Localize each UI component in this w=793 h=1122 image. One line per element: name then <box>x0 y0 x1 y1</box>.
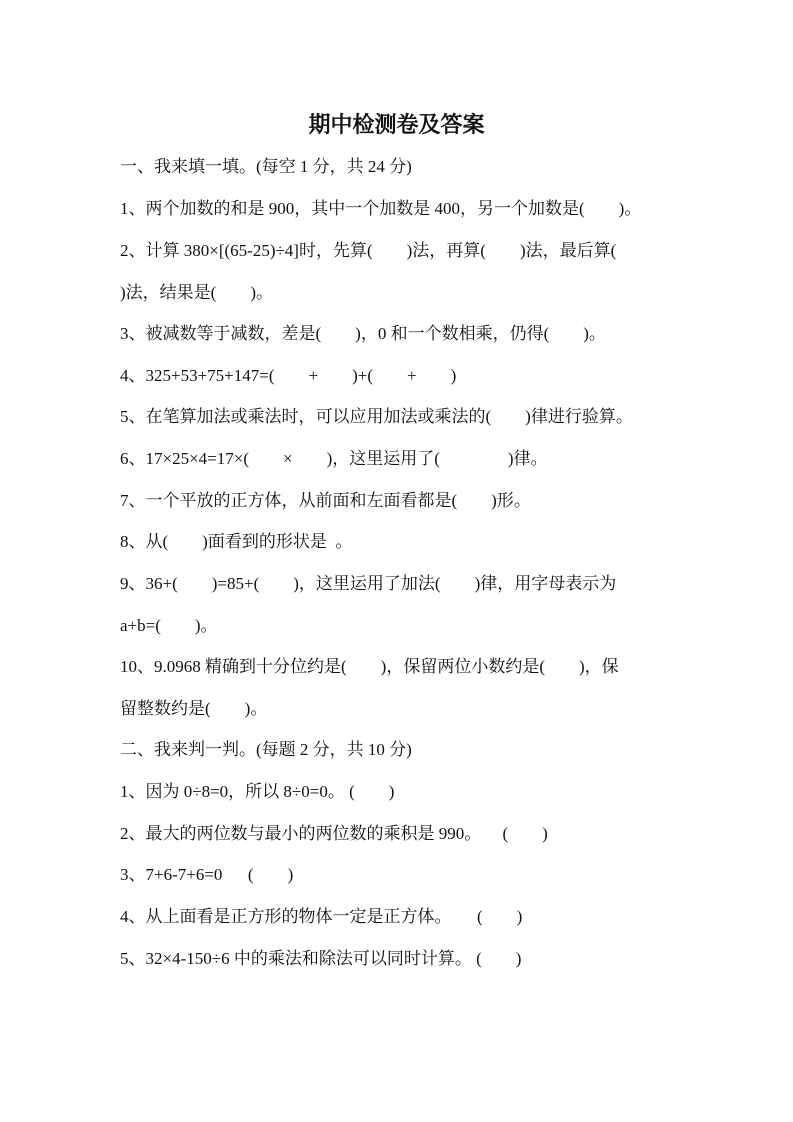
fill-question-3: 3、被减数等于减数，差是( )，0 和一个数相乘，仍得( )。 <box>120 324 606 343</box>
fill-question-5: 5、在笔算加法或乘法时，可以应用加法或乘法的( )律进行验算。 <box>120 407 633 426</box>
section-heading-true-false: 二、我来判一判。(每题 2 分，共 10 分) <box>120 740 412 759</box>
page-title: 期中检测卷及答案 <box>308 113 485 138</box>
fill-question-7: 7、一个平放的正方体，从前面和左面看都是( )形。 <box>120 491 531 510</box>
section-heading-fill-in: 一、我来填一填。(每空 1 分，共 24 分) <box>120 157 412 176</box>
judge-question-2: 2、最大的两位数与最小的两位数的乘积是 990。 ( ) <box>120 824 548 843</box>
fill-question-10-line-1: 10、9.0968 精确到十分位约是( )，保留两位小数约是( )，保 <box>120 657 619 676</box>
judge-question-5: 5、32×4-150÷6 中的乘法和除法可以同时计算。 ( ) <box>120 949 522 968</box>
judge-question-4: 4、从上面看是正方形的物体一定是正方体。 ( ) <box>120 907 523 926</box>
fill-question-10-line-2: 留整数约是( )。 <box>120 699 268 718</box>
fill-question-6: 6、17×25×4=17×( × )，这里运用了( )律。 <box>120 449 548 468</box>
judge-question-3: 3、7+6-7+6=0 ( ) <box>120 865 294 884</box>
fill-question-9-line-2: a+b=( )。 <box>120 616 218 635</box>
fill-question-2-line-2: )法，结果是( )。 <box>120 283 273 302</box>
fill-question-4: 4、325+53+75+147=( + )+( + ) <box>120 366 457 385</box>
fill-question-8: 8、从( )面看到的形状是 。 <box>120 532 353 551</box>
fill-question-1: 1、两个加数的和是 900，其中一个加数是 400，另一个加数是( )。 <box>120 199 642 218</box>
fill-question-2-line-1: 2、计算 380×[(65-25)÷4]时，先算( )法，再算( )法，最后算( <box>120 241 617 260</box>
judge-question-1: 1、因为 0÷8=0，所以 8÷0=0。 ( ) <box>120 782 395 801</box>
fill-question-9-line-1: 9、36+( )=85+( )，这里运用了加法( )律，用字母表示为 <box>120 574 617 593</box>
